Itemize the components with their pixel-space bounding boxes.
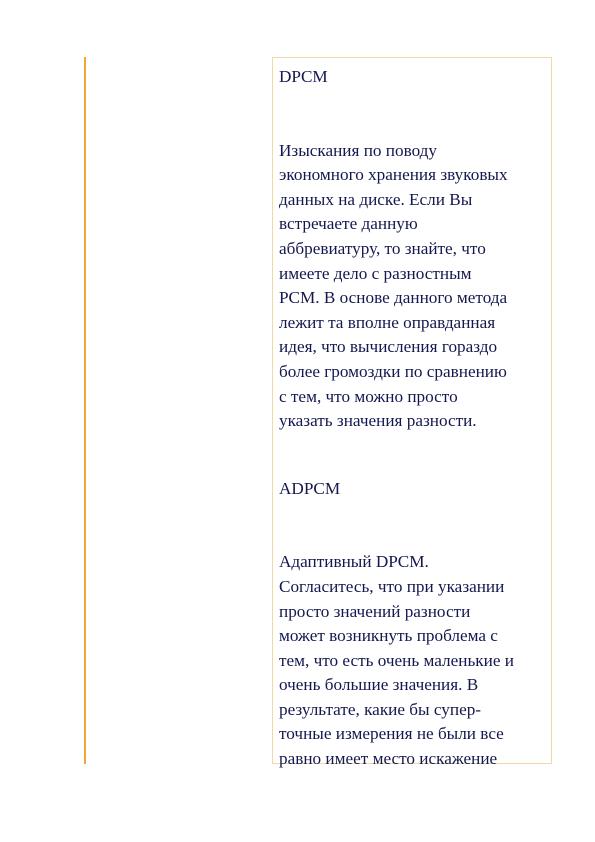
- text-line: Изыскания по поводу: [279, 140, 438, 160]
- text-line: с тем, что можно просто: [279, 386, 458, 406]
- text-line: экономного хранения звуковых: [279, 165, 508, 185]
- section-adpcm: [279, 477, 551, 772]
- text-line: аббревиатуру, то знайте, что: [279, 238, 486, 258]
- section-dpcm: [279, 65, 551, 434]
- text-line: имеете дело с разностным: [279, 263, 472, 283]
- text-line: PCM. В основе данного метода: [279, 288, 508, 308]
- text-line: равно имеет место искажение: [279, 749, 498, 769]
- text-line: более громоздки по сравнению: [279, 361, 507, 381]
- text-line: может возникнуть проблема с: [279, 626, 498, 646]
- text-line: идея, что вычисления гораздо: [279, 337, 498, 357]
- section-heading-adpcm: ADPCM: [279, 478, 341, 498]
- text-line: результате, какие бы супер-: [279, 699, 482, 719]
- text-line: просто значений разности: [279, 601, 471, 621]
- paragraph-dpcm: [279, 139, 551, 434]
- text-line: лежит та вполне оправданная: [279, 312, 496, 332]
- text-line: Адаптивный DPCM.: [279, 552, 429, 572]
- text-line: точные измерения не были все: [279, 724, 504, 744]
- text-line: тем, что есть очень маленькие и: [279, 650, 514, 670]
- text-line: Согласитесь, что при указании: [279, 576, 505, 596]
- text-line: встречаете данную: [279, 214, 418, 234]
- text-line: очень большие значения. В: [279, 675, 479, 695]
- paragraph-adpcm: [279, 550, 551, 771]
- section-heading-dpcm: DPCM: [279, 67, 328, 86]
- text-line: указать значения разности.: [279, 411, 477, 431]
- left-margin-rule: [84, 57, 86, 764]
- text-column: [272, 57, 552, 769]
- text-line: данных на диске. Если Вы: [279, 189, 473, 209]
